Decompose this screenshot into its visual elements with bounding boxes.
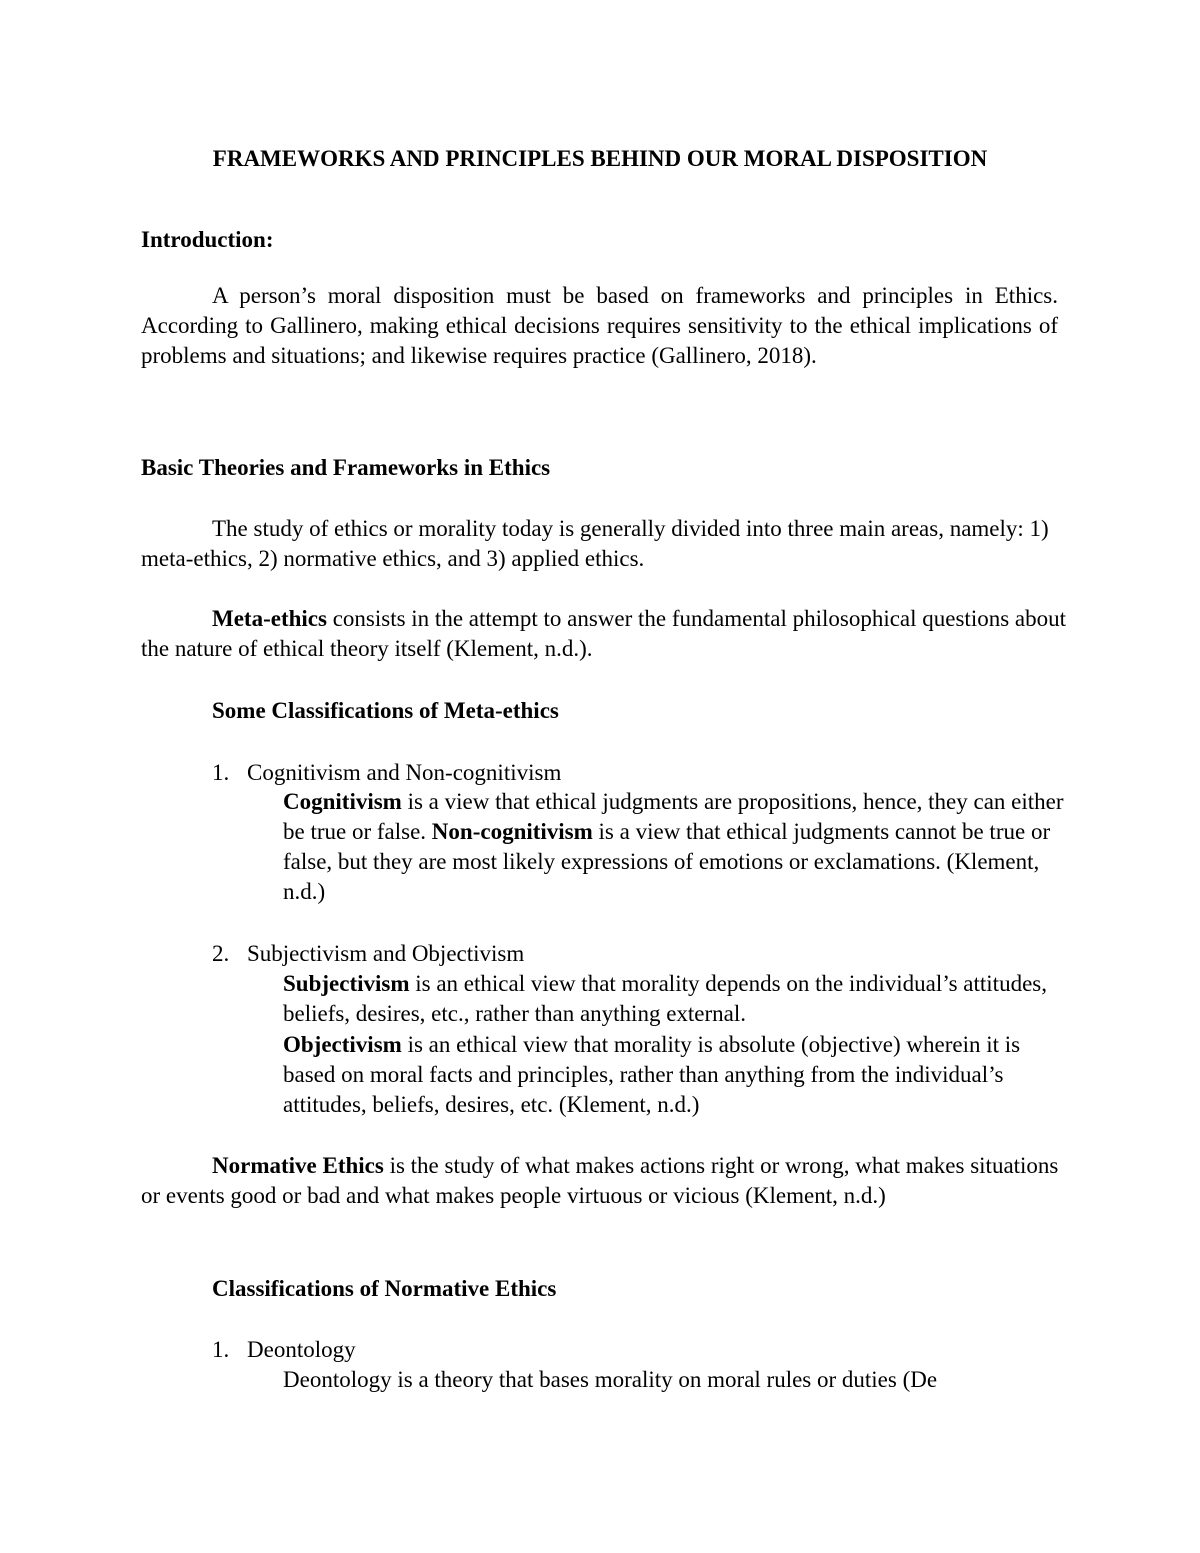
basic-theories-heading: Basic Theories and Frameworks in Ethics	[141, 455, 551, 480]
normative-ethics-text: is the study of what makes actions right or wrong, what makes situations or events good or bad and what makes people virtuous or vicious (Klement, n.d.)	[141, 1153, 1059, 1208]
meta-item-1-label: Cognitivism and Non-cognitivism	[247, 760, 562, 785]
normative-item-1-label: Deontology	[247, 1337, 356, 1362]
objectivism-term: Objectivism	[283, 1032, 402, 1057]
metaethics-term: Meta-ethics	[212, 606, 327, 631]
subjectivism-text: is an ethical view that morality depends on the individual’s attitudes, beliefs, desires, etc., rather than anything external.	[283, 971, 1047, 1026]
meta-item-2-body-objectivism	[283, 1030, 1073, 1120]
introduction-heading: Introduction:	[141, 227, 274, 252]
cognitivism-term: Cognitivism	[283, 789, 402, 814]
meta-item-2-number: 2.	[212, 941, 230, 966]
meta-item-1-number: 1.	[212, 760, 230, 785]
non-cognitivism-term: Non-cognitivism	[431, 819, 593, 844]
introduction-paragraph: A person’s moral disposition must be based on frameworks and principles in Ethics. According to Gallinero, making ethical decisions requires sensitivity to the ethical implications of problems and situations; and likewise requires practice (Gallinero, 2018).	[141, 283, 1058, 368]
metaethics-paragraph	[141, 604, 1071, 664]
meta-item-2-label: Subjectivism and Objectivism	[247, 941, 525, 966]
normative-ethics-paragraph	[141, 1151, 1071, 1211]
subjectivism-term: Subjectivism	[283, 971, 410, 996]
normative-item-1-body: Deontology is a theory that bases morality on moral rules or duties (De	[283, 1367, 938, 1392]
objectivism-text: is an ethical view that morality is absolute (objective) wherein it is based on moral facts and principles, rather than anything from the individual’s attitudes, beliefs, desires, etc. (Klement, n.d.)	[283, 1032, 1021, 1117]
non-cognitivism-text: is a view that ethical judgments cannot be true or false, but they are most likely expressions of emotions or exclamations. (Klement, n.d.)	[283, 819, 1051, 904]
normative-item-1-number: 1.	[212, 1337, 230, 1362]
metaethics-text: consists in the attempt to answer the fundamental philosophical questions about the nature of ethical theory itself (Klement, n.d.).	[141, 606, 1067, 661]
meta-item-1-body	[283, 787, 1073, 907]
cognitivism-text: is a view that ethical judgments are propositions, hence, they can either be true or false.	[283, 789, 1064, 844]
document-title: FRAMEWORKS AND PRINCIPLES BEHIND OUR MORAL DISPOSITION	[212, 146, 988, 171]
basic-theories-paragraph: The study of ethics or morality today is generally divided into three main areas, namely: 1) meta-ethics, 2) normative ethics, and 3) applied ethics.	[141, 516, 1049, 571]
normative-ethics-term: Normative Ethics	[212, 1153, 384, 1178]
normative-classifications-heading: Classifications of Normative Ethics	[212, 1276, 557, 1301]
meta-item-2-body-subjectivism	[283, 969, 1073, 1029]
meta-classifications-heading: Some Classifications of Meta-ethics	[212, 698, 559, 723]
